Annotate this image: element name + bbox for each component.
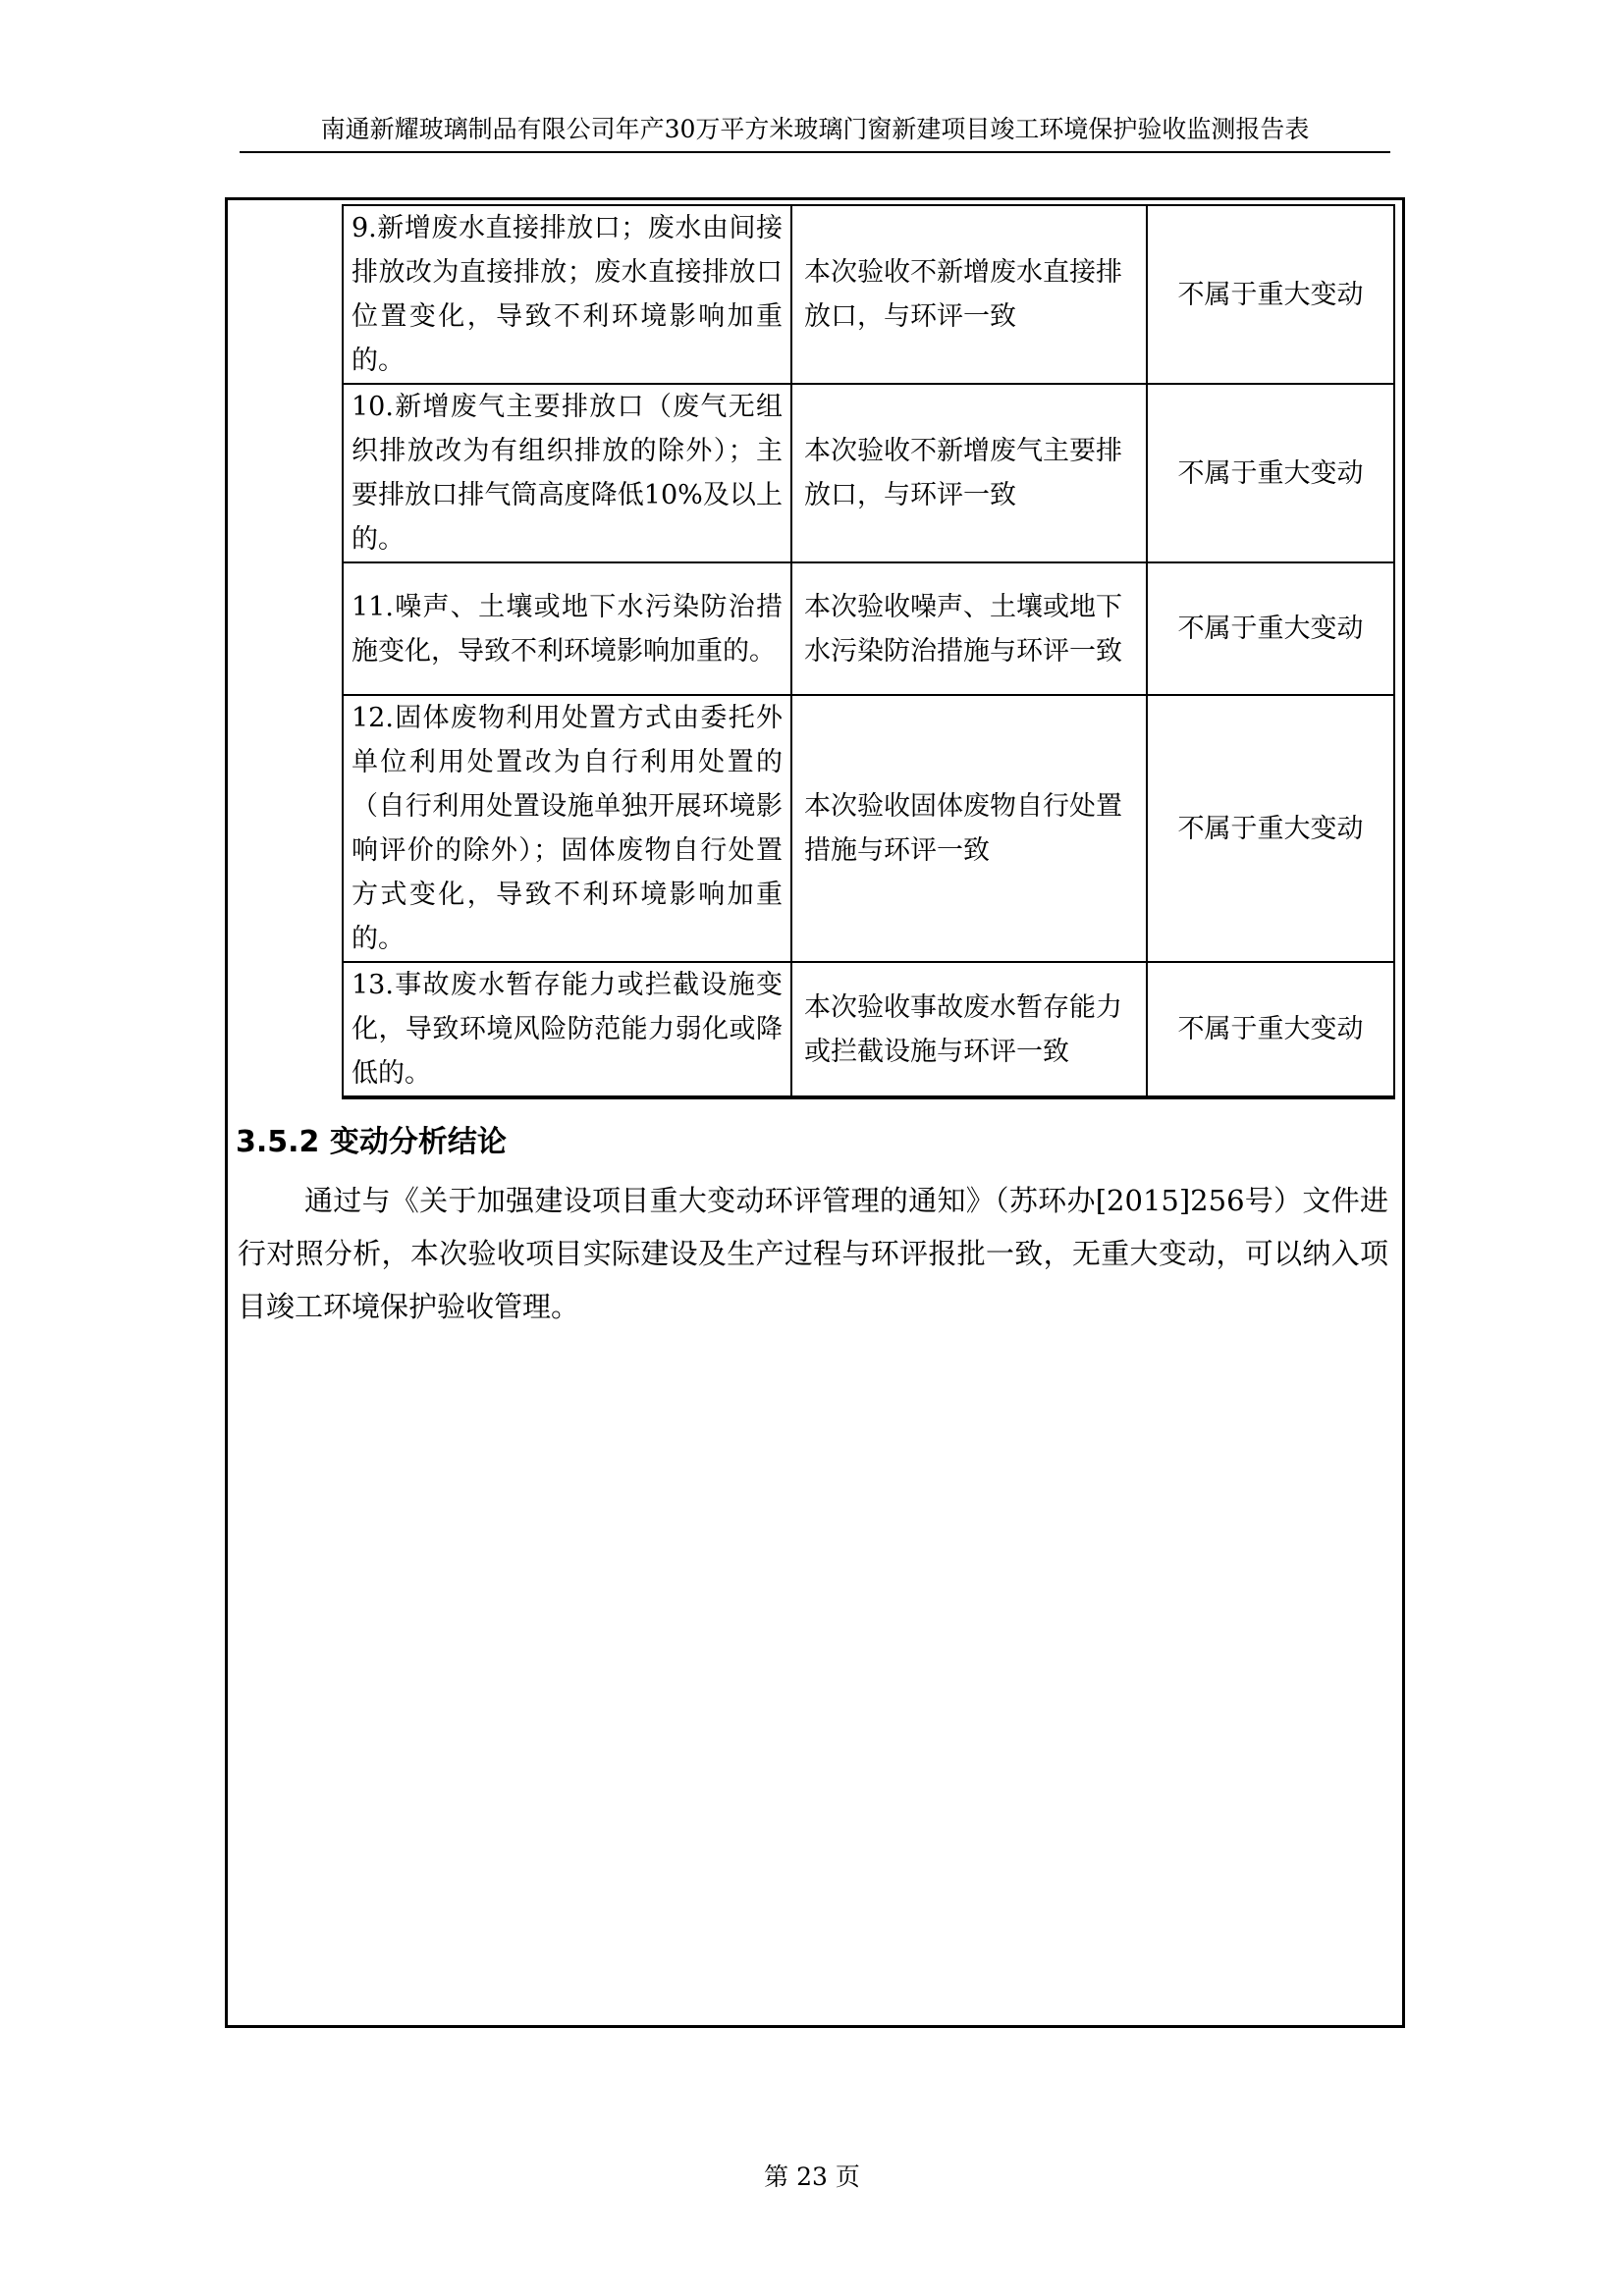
criterion-cell: 11.噪声、土壤或地下水污染防治措施变化，导致不利环境影响加重的。 <box>343 562 791 695</box>
status-cell: 本次验收不新增废气主要排放口，与环评一致 <box>791 384 1147 562</box>
table-row <box>343 384 1394 562</box>
page-header: 南通新耀玻璃制品有限公司年产30万平方米玻璃门窗新建项目竣工环境保护验收监测报告表 <box>240 110 1390 153</box>
result-cell: 不属于重大变动 <box>1147 562 1394 695</box>
status-cell: 本次验收不新增废水直接排放口，与环评一致 <box>791 205 1147 384</box>
section-title: 3.5.2 变动分析结论 <box>236 1125 507 1159</box>
table-row <box>343 695 1394 962</box>
result-cell: 不属于重大变动 <box>1147 695 1394 962</box>
status-cell: 本次验收事故废水暂存能力或拦截设施与环评一致 <box>791 962 1147 1097</box>
status-cell: 本次验收噪声、土壤或地下水污染防治措施与环评一致 <box>791 562 1147 695</box>
table-row <box>343 562 1394 695</box>
criterion-cell: 12.固体废物利用处置方式由委托外单位利用处置改为自行利用处置的（自行利用处置设施单独开展环境影响评价的除外）；固体废物自行处置方式变化，导致不利环境影响加重的。 <box>343 695 791 962</box>
change-analysis-table <box>342 204 1395 1099</box>
page-number: 第 23 页 <box>764 2163 860 2191</box>
conclusion-paragraph: 通过与《关于加强建设项目重大变动环评管理的通知》（苏环办[2015]256号）文件进行对照分析，本次验收项目实际建设及生产过程与环评报批一致，无重大变动，可以纳入项目竣工环境保护验收管理。 <box>238 1184 1388 1323</box>
status-cell: 本次验收固体废物自行处置措施与环评一致 <box>791 695 1147 962</box>
result-cell: 不属于重大变动 <box>1147 962 1394 1097</box>
result-cell: 不属于重大变动 <box>1147 384 1394 562</box>
criterion-cell: 13.事故废水暂存能力或拦截设施变化，导致环境风险防范能力弱化或降低的。 <box>343 962 791 1097</box>
criterion-cell: 10.新增废气主要排放口（废气无组织排放改为有组织排放的除外）；主要排放口排气筒高度降低10%及以上的。 <box>343 384 791 562</box>
table-row <box>343 205 1394 384</box>
table-row <box>343 962 1394 1097</box>
criterion-cell: 9.新增废水直接排放口；废水由间接排放改为直接排放；废水直接排放口位置变化，导致不利环境影响加重的。 <box>343 205 791 384</box>
result-cell: 不属于重大变动 <box>1147 205 1394 384</box>
